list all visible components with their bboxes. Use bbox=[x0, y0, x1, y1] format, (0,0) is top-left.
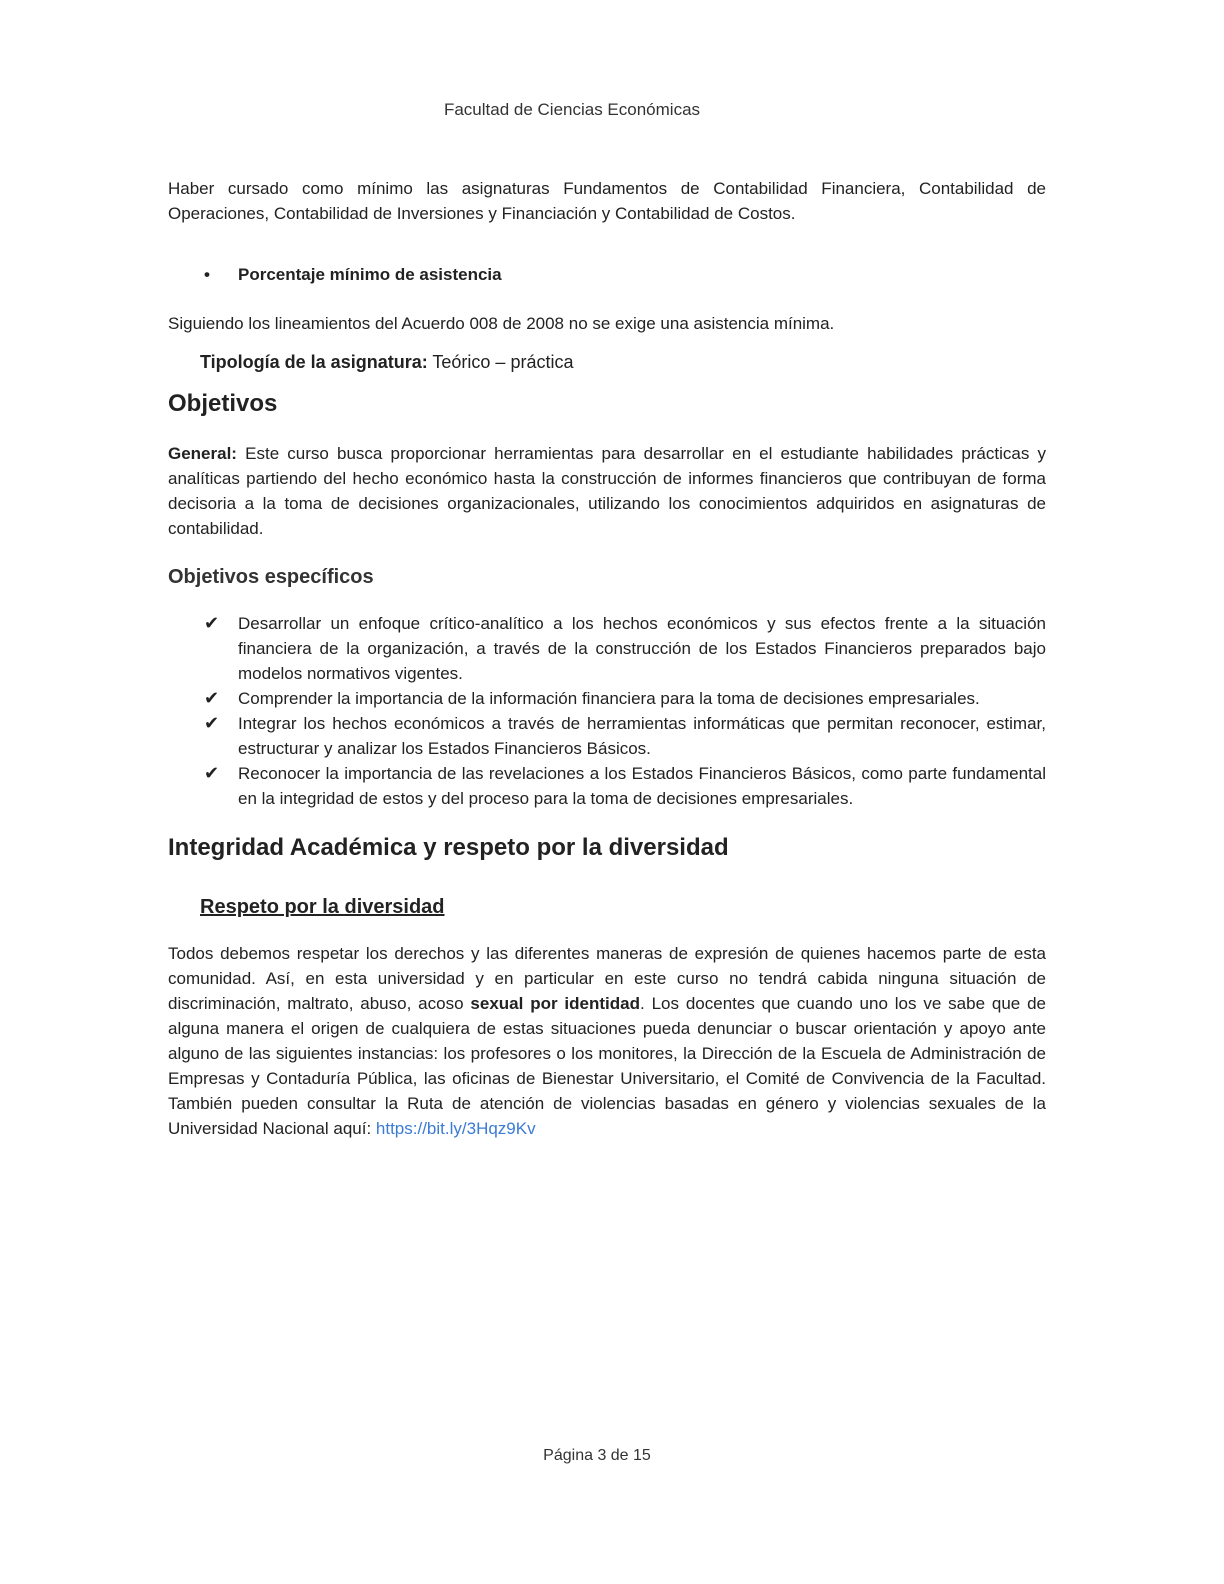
page-number: Página 3 de 15 bbox=[543, 1447, 651, 1464]
respeto-heading: Respeto por la diversidad bbox=[200, 896, 445, 918]
prerequisites-paragraph: Haber cursado como mínimo las asignaturas Fundamentos de Contabilidad Financiera, Contabilidad de Operaciones, Contabilidad de Inversiones y Financiación y Contabilidad de Costos. bbox=[168, 179, 1046, 223]
list-item-text: Integrar los hechos económicos a través de herramientas informáticas que permitan reconocer, estimar, estructurar y analizar los Estados Financieros Básicos. bbox=[238, 714, 1046, 758]
bullet-icon: • bbox=[204, 265, 210, 284]
list-item-text: Desarrollar un enfoque crítico-analítico a los hechos económicos y sus efectos frente a la situación financiera de la organización, a través de la construcción de los Estados Financieros preparados bajo modelos normativos vigentes. bbox=[238, 614, 1046, 683]
page-header: Facultad de Ciencias Económicas bbox=[443, 100, 701, 119]
list-item-text: Reconocer la importancia de las revelaciones a los Estados Financieros Básicos, como parte fundamental en la integridad de estos y del proceso para la toma de decisiones empresariales. bbox=[238, 764, 1046, 808]
checkmark-icon: ✔ bbox=[204, 613, 220, 633]
list-item-text: Comprender la importancia de la información financiera para la toma de decisiones empresariales. bbox=[238, 689, 980, 708]
list-item bbox=[204, 711, 1046, 761]
integridad-heading: Integridad Académica y respeto por la diversidad bbox=[168, 834, 729, 861]
objetivos-heading: Objetivos bbox=[168, 390, 278, 417]
ruta-atencion-link[interactable]: https://bit.ly/3Hqz9Kv bbox=[375, 1119, 536, 1138]
checkmark-icon: ✔ bbox=[204, 713, 220, 733]
list-item bbox=[204, 761, 1046, 811]
checkmark-icon: ✔ bbox=[204, 688, 220, 708]
diversity-paragraph bbox=[168, 941, 1046, 1141]
diversity-text-bold: sexual por identidad bbox=[470, 994, 640, 1013]
list-item bbox=[204, 686, 1046, 711]
tipologia-value: Teórico – práctica bbox=[432, 352, 574, 372]
especificos-heading: Objetivos específicos bbox=[168, 566, 374, 588]
general-text: Este curso busca proporcionar herramientas para desarrollar en el estudiante habilidades prácticas y analíticas partiendo del hecho económico hasta la construcción de informes financieros que contribuyan de forma decisoria a la toma de decisiones organizacionales, utilizando los conocimientos adquiridos en asignaturas de contabilidad. bbox=[168, 444, 1046, 538]
especificos-list bbox=[168, 611, 1046, 811]
diversity-text-end: . Los docentes que cuando uno los ve sabe que de alguna manera el origen de cualquiera de estas situaciones pueda denunciar o buscar orientación y apoyo ante alguno de las siguientes instancias: los profesores o los monitores, la Dirección de la Escuela de Administración de Empresas y Contaduría Pública, las oficinas de Bienestar Universitario, el Comité de Convivencia de la Facultad. También pueden consultar la Ruta de atención de violencias basadas en género y violencias sexuales de la Universidad Nacional aquí: bbox=[168, 994, 1047, 1138]
diversity-text-start: Todos debemos respetar los derechos y las diferentes maneras de expresión de quienes hacemos parte de esta comunidad. Así, en esta universidad y en particular en este curso no tendrá cabida ninguna situación de discriminación, maltrato, abuso, acoso bbox=[168, 944, 1046, 1013]
general-objective-paragraph bbox=[168, 441, 1046, 541]
general-label: General: bbox=[168, 444, 237, 463]
checkmark-icon: ✔ bbox=[204, 763, 220, 783]
list-item bbox=[204, 611, 1046, 686]
tipologia-label: Tipología de la asignatura: bbox=[200, 352, 428, 372]
attendance-bullet bbox=[204, 262, 1046, 287]
tipologia-line bbox=[200, 350, 1046, 375]
page-content bbox=[168, 176, 1046, 1141]
attendance-heading: Porcentaje mínimo de asistencia bbox=[238, 265, 502, 284]
attendance-text: Siguiendo los lineamientos del Acuerdo 008 de 2008 no se exige una asistencia mínima. bbox=[168, 314, 835, 333]
